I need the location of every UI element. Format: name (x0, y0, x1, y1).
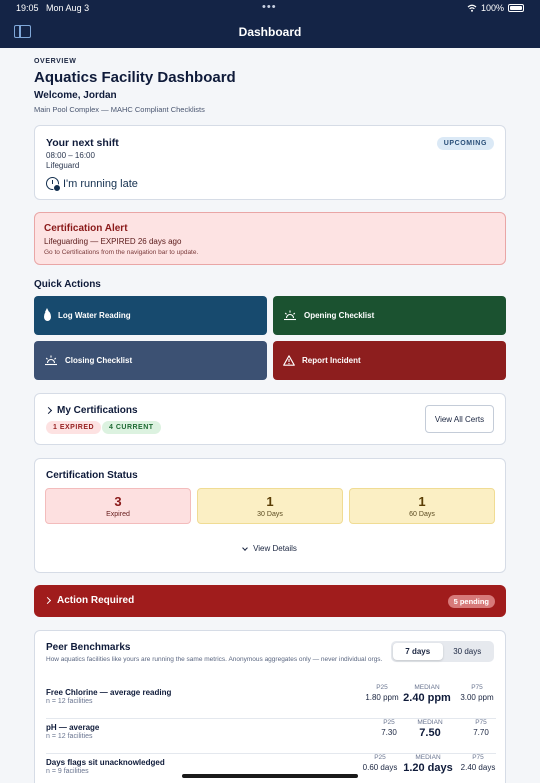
my-certifications-card (34, 393, 506, 445)
p75-stat: P75 2.40 days (460, 754, 496, 772)
view-all-certs-button[interactable]: View All Certs (425, 405, 494, 433)
sixty-days-count: 1 (418, 494, 426, 509)
shift-role: Lifeguard (46, 161, 80, 170)
thirty-days-tile (197, 488, 343, 524)
running-late-button[interactable] (46, 177, 138, 190)
metric-name: pH — average (46, 723, 100, 732)
benchmark-row (46, 684, 496, 719)
alert-hint: Go to Certifications from the navigation bar to update. (44, 249, 199, 256)
home-indicator[interactable] (182, 774, 358, 778)
pending-count-badge: 5 pending (448, 595, 495, 608)
my-certifications-title: My Certifications (57, 405, 138, 416)
opening-checklist-label: Opening Checklist (304, 311, 375, 320)
p25-stat: P25 0.60 days (362, 754, 398, 772)
alert-message: Lifeguarding — EXPIRED 26 days ago (44, 237, 182, 246)
page-header-title: Dashboard (238, 25, 302, 39)
expired-count: 3 (114, 494, 122, 509)
my-certifications-toggle[interactable] (46, 405, 138, 416)
battery-percent: 100% (480, 3, 504, 13)
closing-checklist-label: Closing Checklist (65, 356, 133, 365)
next-shift-card (34, 125, 506, 200)
expired-tile (45, 488, 191, 524)
view-details-button[interactable] (35, 544, 505, 553)
status-time: 19:05 Mon Aug 3 (16, 3, 90, 13)
sixty-days-tile (349, 488, 495, 524)
expired-count-pill: 1 EXPIRED (46, 421, 101, 434)
action-required-title: Action Required (57, 595, 135, 606)
benchmark-row (46, 754, 496, 783)
median-stat: MEDIAN 2.40 ppm (403, 684, 451, 704)
thirty-days-label: 30 Days (257, 511, 283, 518)
facility-subtitle: Main Pool Complex — MAHC Compliant Checklists (34, 105, 205, 114)
action-required-header (45, 595, 134, 606)
median-stat: MEDIAN 1.20 days (403, 754, 453, 774)
upcoming-badge: UPCOMING (437, 137, 494, 150)
shift-time: 08:00 – 16:00 (46, 151, 95, 160)
peer-benchmarks-description: How aquatics facilities like yours are running the same metrics. Anonymous aggregates only — never individual orgs. (46, 656, 383, 663)
range-7-days-tab[interactable]: 7 days (393, 643, 443, 660)
metric-sample-size: n = 9 facilities (46, 768, 89, 775)
overview-eyebrow: OVERVIEW (34, 58, 77, 65)
median-stat: MEDIAN 7.50 (417, 719, 443, 739)
expired-label: Expired (106, 511, 130, 518)
log-water-reading-label: Log Water Reading (58, 311, 131, 320)
metric-name: Free Chlorine — average reading (46, 688, 172, 697)
closing-checklist-button[interactable] (34, 341, 267, 380)
view-details-label: View Details (253, 544, 297, 553)
report-incident-label: Report Incident (302, 356, 361, 365)
shift-title: Your next shift (46, 137, 119, 149)
log-water-reading-button[interactable] (34, 296, 267, 335)
water-drop-icon (44, 311, 51, 321)
multitasking-dots-icon[interactable]: ••• (262, 1, 277, 13)
clock-alert-icon (46, 177, 59, 190)
battery-icon (508, 4, 524, 12)
p75-stat: P75 7.70 (473, 719, 489, 737)
report-incident-button[interactable] (273, 341, 506, 380)
quick-actions-title: Quick Actions (34, 279, 101, 290)
page-title: Aquatics Facility Dashboard (34, 69, 236, 86)
sunrise-icon (283, 310, 297, 321)
metric-name: Days flags sit unacknowledged (46, 758, 165, 767)
peer-benchmarks-card (34, 630, 506, 783)
overview-section (34, 58, 506, 114)
welcome-text: Welcome, Jordan (34, 90, 117, 101)
certification-alert (34, 212, 506, 265)
range-segmented-control (391, 641, 494, 662)
warning-triangle-icon (283, 355, 295, 366)
chevron-right-icon (45, 407, 52, 414)
metric-sample-size: n = 12 facilities (46, 698, 93, 705)
benchmark-row (46, 719, 496, 754)
chevron-down-icon (242, 545, 248, 551)
alert-title: Certification Alert (44, 223, 128, 234)
thirty-days-count: 1 (266, 494, 274, 509)
chevron-right-icon (44, 597, 51, 604)
opening-checklist-button[interactable] (273, 296, 506, 335)
certification-status-card (34, 458, 506, 573)
app-header (0, 0, 540, 48)
status-indicators (467, 3, 524, 13)
action-required-bar[interactable] (34, 585, 506, 617)
certification-status-title: Certification Status (46, 470, 138, 481)
sunset-icon (44, 355, 58, 366)
current-count-pill: 4 CURRENT (102, 421, 161, 434)
p25-stat: P25 1.80 ppm (365, 684, 399, 702)
peer-benchmarks-title: Peer Benchmarks (46, 642, 131, 653)
wifi-icon (467, 4, 477, 12)
range-30-days-tab[interactable]: 30 days (453, 647, 482, 656)
sixty-days-label: 60 Days (409, 511, 435, 518)
p75-stat: P75 3.00 ppm (460, 684, 494, 702)
p25-stat: P25 7.30 (381, 719, 397, 737)
metric-sample-size: n = 12 facilities (46, 733, 93, 740)
running-late-label: I'm running late (63, 177, 138, 190)
